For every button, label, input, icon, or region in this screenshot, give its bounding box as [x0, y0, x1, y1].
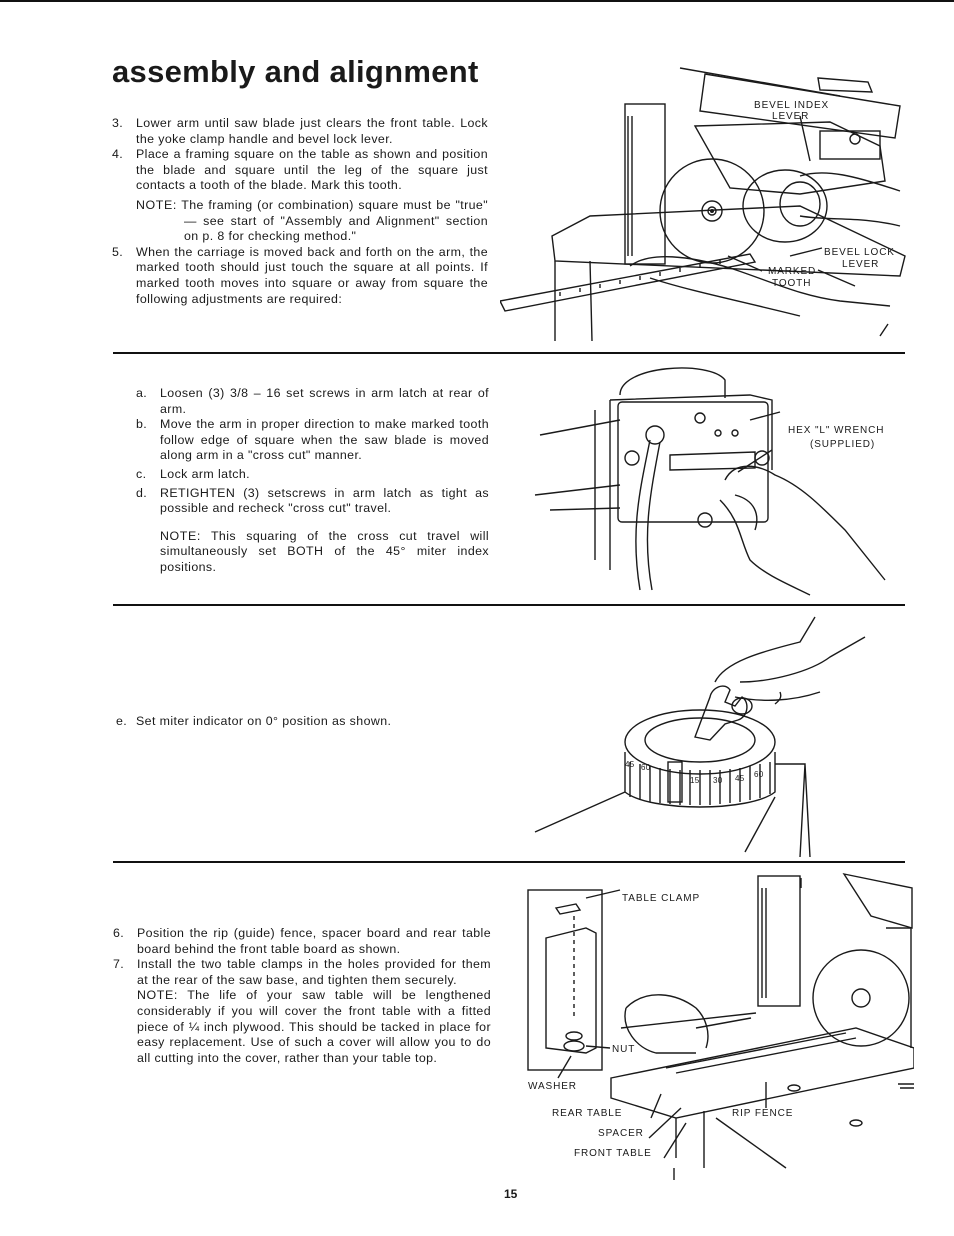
section-3-text [116, 714, 496, 730]
label-front-table: FRONT TABLE [574, 1148, 652, 1159]
step-5 [112, 245, 488, 307]
label-bevel-index-lever: LEVER [772, 111, 810, 122]
note-text: The life of your saw table will be lengthened considerably if you will cover the front table with a fitted piece of ¼ inch plywood. This should be tacked in place for easy replacement. Use of such a cover will allow you to do all cutting into the cover, rather than your table top. [137, 988, 492, 1065]
step-d [136, 486, 489, 517]
step-text: Position the rip (guide) fence, spacer board and rear table board behind the front table board as shown. [137, 926, 491, 956]
dial-mark-60-left: 60 [641, 763, 651, 772]
step-text: Set miter indicator on 0° position as shown. [136, 714, 392, 728]
step-text: Lock arm latch. [160, 466, 251, 481]
step-number: 6. [113, 926, 125, 940]
step-c [136, 467, 489, 483]
step-text: Loosen (3) 3/8 – 16 set screws in arm latch at rear of arm. [160, 386, 489, 416]
step-number: 7. [113, 957, 125, 972]
step-7 [113, 957, 491, 988]
divider-1 [113, 352, 905, 354]
note-squaring [136, 529, 489, 576]
step-3 [112, 116, 488, 147]
label-rip-fence: RIP FENCE [732, 1108, 794, 1119]
note-framing-square [112, 198, 488, 245]
arm-latch-illustration [510, 360, 900, 600]
figure-saw-square [500, 56, 910, 346]
figure-arm-latch [510, 360, 900, 600]
step-number: 4. [112, 147, 124, 162]
label-bevel-index: BEVEL INDEX [754, 100, 830, 111]
label-bevel-lock-lever: LEVER [842, 259, 880, 270]
step-text: Place a framing square on the table as shown and position the blade and square until the leg of the square just contacts a tooth of the blade. Mark this tooth. [136, 147, 488, 193]
label-spacer: SPACER [598, 1128, 644, 1139]
table-clamp-illustration [526, 868, 914, 1180]
figure-miter-dial [530, 612, 890, 857]
page-number: 15 [504, 1187, 518, 1201]
divider-2 [113, 604, 905, 606]
step-text: When the carriage is moved back and forth on the arm, the marked tooth should just touch the square at all points. If marked tooth moves into square or away from square the following adjustments are required: [136, 244, 488, 306]
section-4-text [113, 926, 491, 1066]
section-1-text [112, 116, 488, 307]
section-2-text [136, 386, 489, 576]
miter-dial-illustration [530, 612, 890, 857]
step-b [136, 417, 489, 464]
step-a [136, 386, 489, 417]
note-text: The framing (or combination) square must be "true" — see start of "Assembly and Alignment" section on p. 8 for checking method." [181, 197, 488, 244]
dial-mark-60: 60 [754, 770, 764, 779]
divider-3 [113, 861, 905, 863]
label-tooth: TOOTH [772, 278, 812, 289]
figure-table-clamp [526, 868, 914, 1180]
step-e [116, 714, 496, 730]
label-rear-table: REAR TABLE [552, 1108, 623, 1119]
step-text: Lower arm until saw blade just clears the front table. Lock the yoke clamp handle and bevel lock lever. [136, 116, 488, 146]
label-supplied: (SUPPLIED) [810, 439, 876, 450]
step-number: 3. [112, 116, 124, 130]
label-bevel-lock: BEVEL LOCK [824, 247, 895, 258]
dial-mark-30: 30 [713, 776, 723, 785]
dial-mark-45-left: 45 [625, 760, 635, 769]
label-table-clamp: TABLE CLAMP [622, 893, 701, 904]
note-label: NOTE: [160, 528, 201, 543]
dial-mark-45: 45 [735, 774, 745, 783]
step-text: Move the arm in proper direction to make marked tooth follow edge of square when the saw blade is moved along arm in a "cross cut" manner. [160, 417, 489, 463]
step-number: 5. [112, 244, 124, 259]
step-text: RETIGHTEN (3) setscrews in arm latch as tight as possible and recheck "cross cut" travel. [160, 485, 489, 516]
label-hex-wrench: HEX "L" WRENCH [788, 425, 885, 436]
top-border [0, 0, 954, 2]
note-text: This squaring of the cross cut travel will simultaneously set BOTH of the 45° miter index positions. [160, 528, 490, 574]
page-title: assembly and alignment [112, 54, 479, 89]
step-6 [113, 926, 491, 957]
step-text: Install the two table clamps in the holes provided for them at the rear of the saw base, and tighten them securely. [137, 957, 491, 987]
step-letter: d. [136, 485, 148, 500]
saw-square-illustration [500, 56, 910, 346]
note-label: NOTE: [137, 988, 178, 1003]
step-letter: e. [116, 714, 128, 728]
label-nut: NUT [612, 1044, 636, 1055]
dial-mark-15: 15 [690, 776, 700, 785]
step-letter: b. [136, 417, 148, 432]
note-plywood-cover [113, 988, 491, 1066]
step-letter: c. [136, 466, 147, 481]
step-4 [112, 147, 488, 194]
step-letter: a. [136, 386, 148, 400]
label-marked: MARKED [768, 266, 817, 277]
label-washer: WASHER [528, 1081, 577, 1092]
note-label: NOTE: [136, 197, 177, 212]
